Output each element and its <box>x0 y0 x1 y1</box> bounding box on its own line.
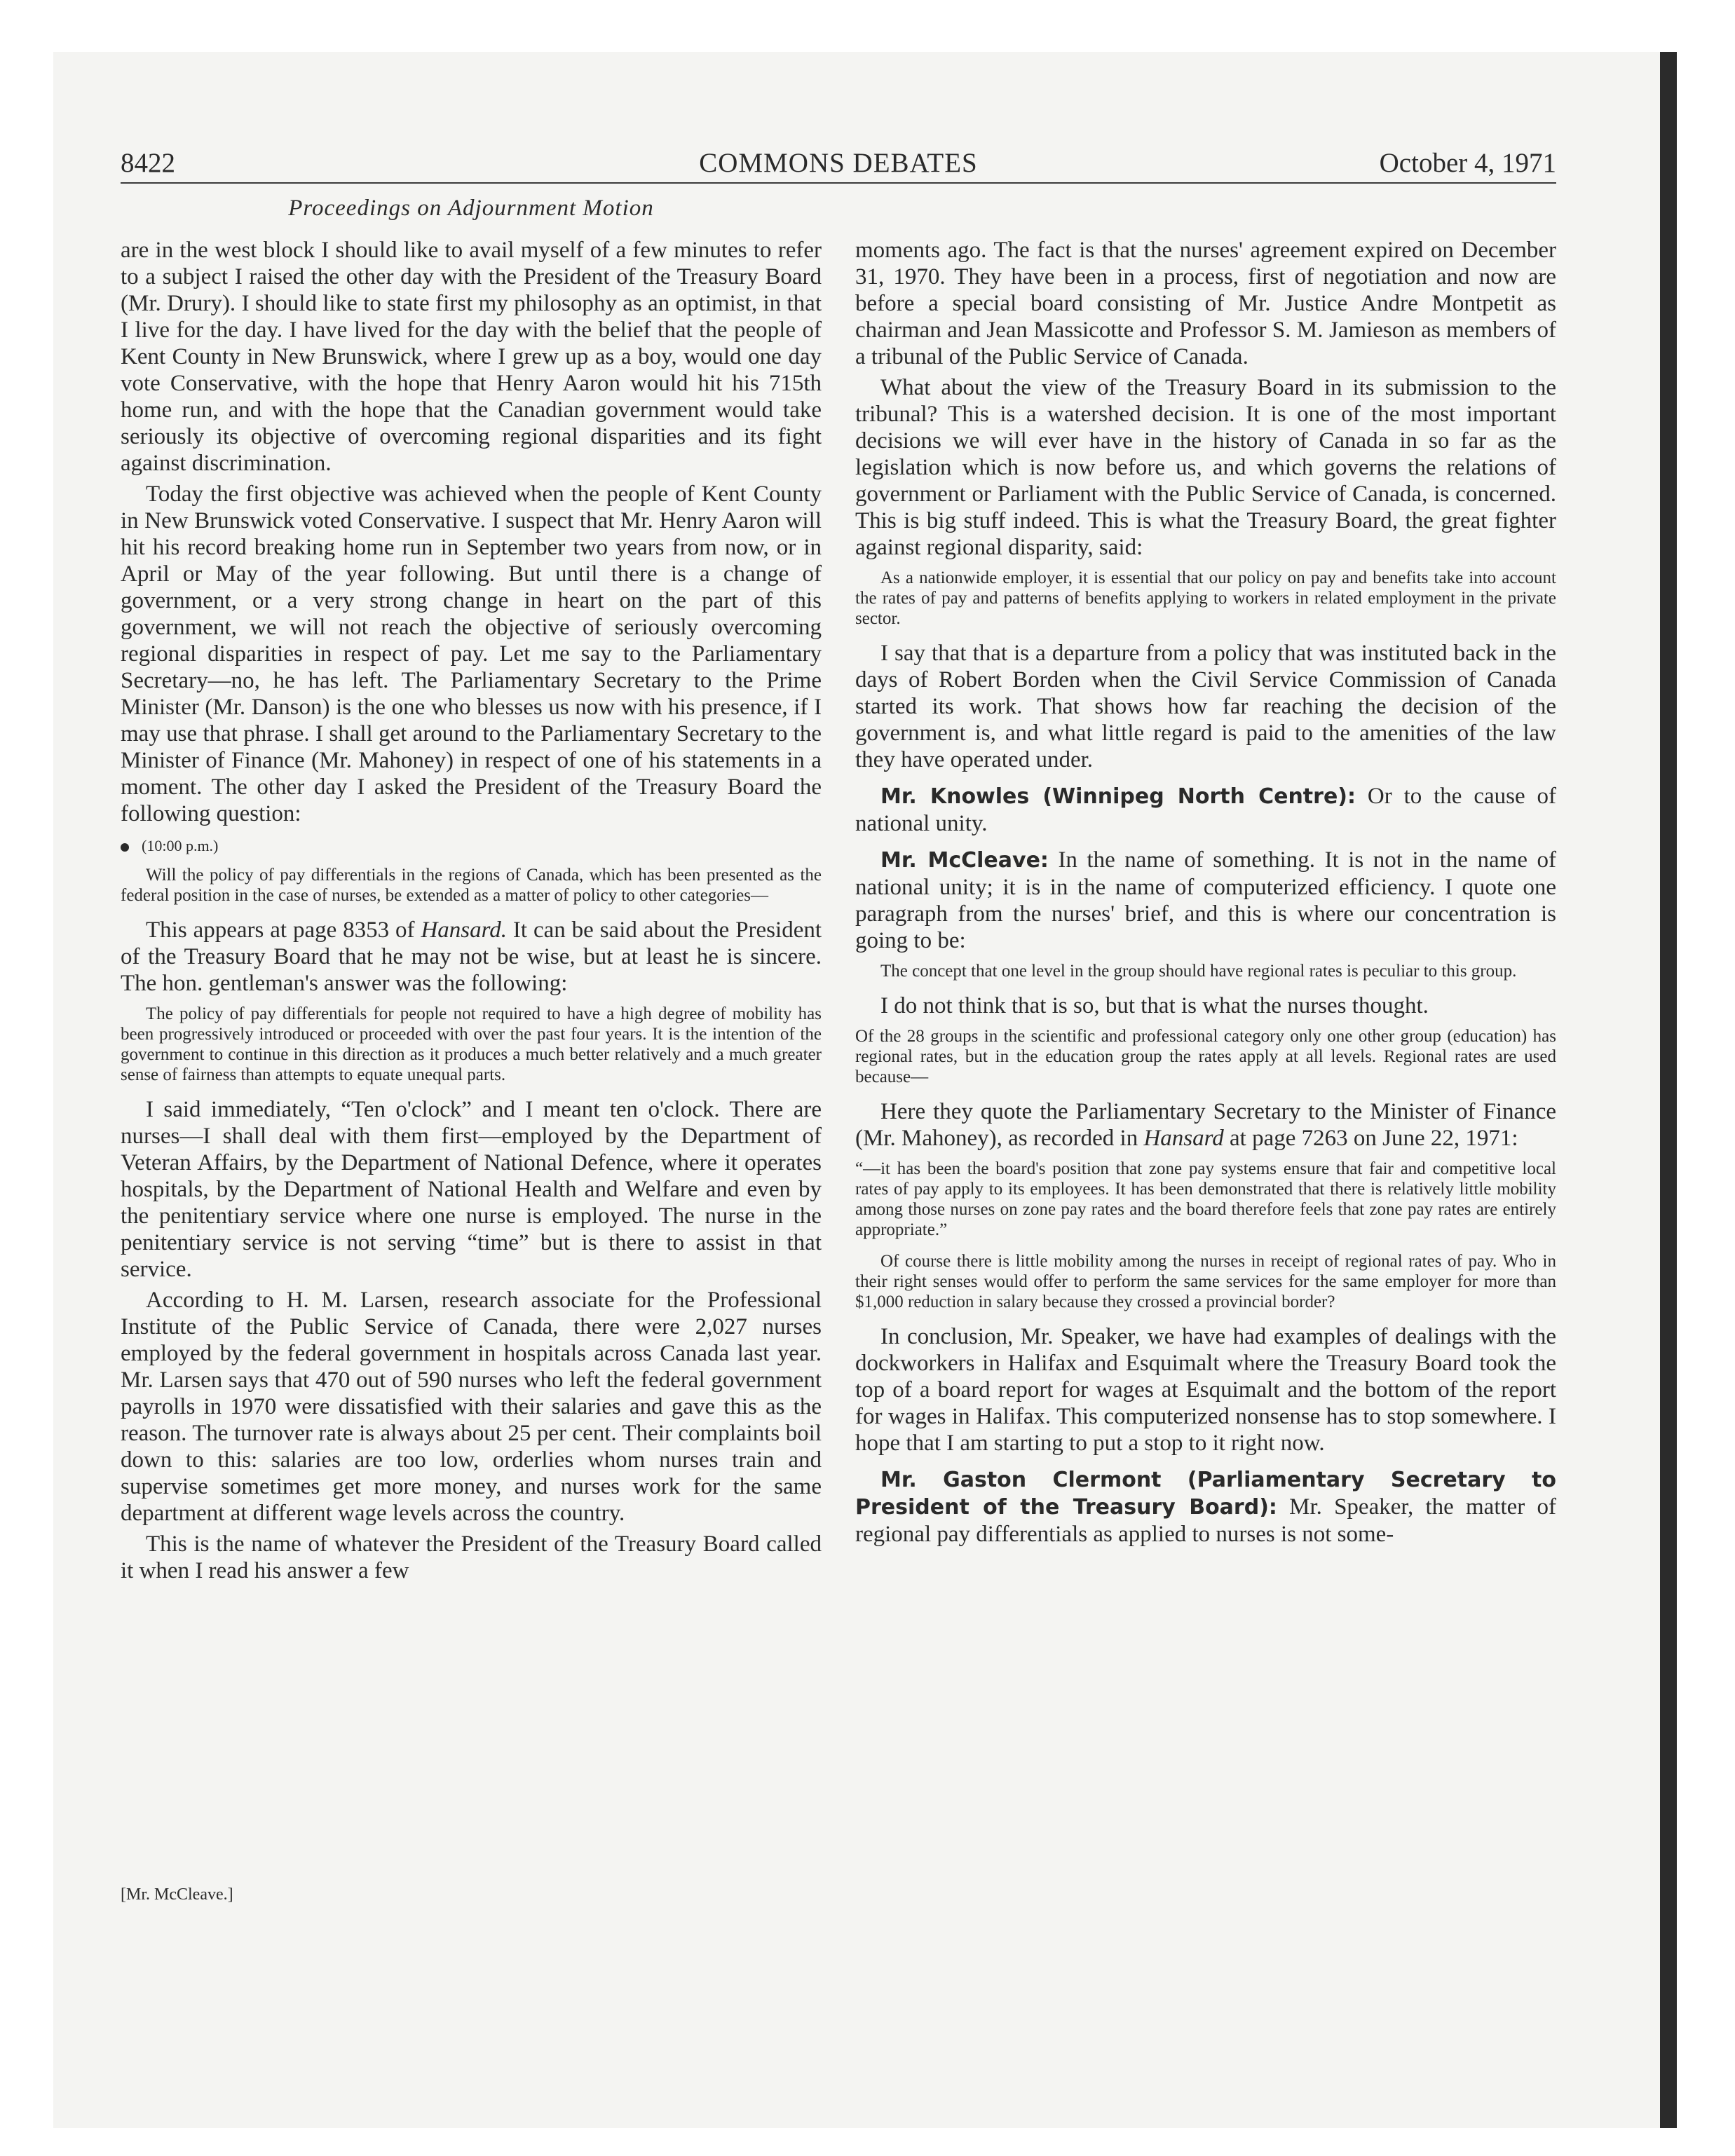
hansard-reference: Hansard <box>1143 1126 1224 1151</box>
left-column <box>121 237 822 1588</box>
page-number: 8422 <box>121 148 175 178</box>
time-note: (10:00 p.m.) <box>142 837 219 854</box>
paragraph <box>855 1098 1556 1152</box>
speaker-paragraph <box>855 783 1556 837</box>
paragraph: I said immediately, “Ten o'clock” and I meant ten o'clock. There are nurses—I shall deal with them first—employed by the Department of Veteran Affairs, by the Department of National Defence, where it operates hospitals, by the Department of National Health and Welfare and even by the penitentiary service where one nurse is employed. The nurse in the penitentiary service is not serving “time” but is there to assist in that service. <box>121 1097 822 1282</box>
block-quote: Of the 28 groups in the scientific and professional category only one other group (education) has regional rates, but in the education group the rates apply at all levels. Regional rates are used because— <box>855 1027 1556 1086</box>
text-run: Mr. Speaker, the matter of regional pay differentials as applied to nurses is not some- <box>855 1494 1556 1547</box>
text-run: Or to the cause of national unity. <box>855 784 1556 836</box>
paragraph: are in the west block I should like to avail myself of a few minutes to refer to a subject I raised the other day with the President of the Treasury Board (Mr. Drury). I should like to state first my philosophy as an optimist, in that I live for the day. I have lived for the day with the belief that the people of Kent County in New Brunswick, where I grew up as a boy, would one day vote Conservative, with the hope that Henry Aaron would hit his 715th home run, and with the hope that the Canadian government would take seriously its objective of overcoming regional disparities and its fight against discrimination. <box>121 238 822 476</box>
speaker-name: Mr. Gaston Clermont (Parliamentary Secretary to President of the Treasury Board): <box>855 1468 1556 1520</box>
text-run: In the name of something. It is not in the name of national unity; it is in the name of computerized efficiency. I quote one paragraph from the nurses' brief, and this is where our concentration is going to be: <box>855 847 1556 953</box>
paragraph: According to H. M. Larsen, research associate for the Professional Institute of the Public Service of Canada, there were 2,027 nurses employed by the federal government in hospitals across Canada last year. Mr. Larsen says that 470 out of 590 nurses who left the federal government payrolls in 1970 were dissatisfied with their salaries and gave this as the reason. The turnover rate is always about 25 per cent. Their complaints boil down to this: salaries are too low, orderlies whom nurses train and supervise sometimes get more money, and nurses work for the same department at different wage levels across the country. <box>121 1288 822 1526</box>
block-quote: Will the policy of pay differentials in the regions of Canada, which has been presented as the federal position in the case of nurses, be extended as a matter of policy to other categories— <box>121 866 822 905</box>
time-marker <box>121 835 822 857</box>
right-column <box>855 237 1556 1552</box>
publication-title: COMMONS DEBATES <box>699 148 978 178</box>
speaker-name: Mr. McCleave: <box>880 848 1049 873</box>
paragraph <box>121 917 822 997</box>
paragraph: Today the first objective was achieved when the people of Kent County in New Brunswick voted Conservative. I suspect that Mr. Henry Aaron will hit his record breaking home run in September two years from now, or in April or May of the year following. But until there is a change of government, or a very strong change in heart on the part of this government, we will not reach the objective of seriously overcoming regional disparities in respect of pay. Let me say to the Parliamentary Secretary—no, he has left. The Parliamentary Secretary to the Prime Minister (Mr. Danson) is the one who blesses us now with his presence, if I may use that phrase. I shall get around to the Parliamentary Secretary to the Minister of Finance (Mr. Mahoney) in respect of one of his statements in a moment. The other day I asked the President of the Treasury Board the following question: <box>121 482 822 826</box>
speaker-paragraph <box>855 1466 1556 1548</box>
speaker-footer: [Mr. McCleave.] <box>121 1885 233 1904</box>
hansard-reference: Hansard. <box>421 917 507 943</box>
block-quote: Of course there is little mobility among the nurses in receipt of regional rates of pay. Who in their right senses would offer to perform the same services for the same employer for more than $1,000 reduction in salary because they crossed a provincial border? <box>855 1252 1556 1311</box>
block-quote: The concept that one level in the group should have regional rates is peculiar to this group. <box>880 962 1517 981</box>
page-header <box>121 144 1556 184</box>
paragraph: I do not think that is so, but that is what the nurses thought. <box>880 993 1429 1018</box>
bullet-icon <box>121 843 129 852</box>
block-quote: The policy of pay differentials for people not required to have a high degree of mobility has been progressively introduced or proceeded with over the past four years. It is the intention of the government to continue in this direction as it produces a much better relatively and a much greater sense of fairness than attempts to equate unequal parts. <box>121 1004 822 1084</box>
block-quote: “—it has been the board's position that zone pay systems ensure that fair and competitive local rates of pay apply to its employees. It has been demonstrated that there is relatively little mobility among those nurses on zone pay rates and the board therefore feels that zone pay rates are entirely appropriate.” <box>855 1159 1556 1239</box>
scan-edge-shadow <box>1660 52 1677 2128</box>
paragraph: This is the name of whatever the President of the Treasury Board called it when I read his answer a few <box>121 1531 822 1583</box>
paragraph: In conclusion, Mr. Speaker, we have had examples of dealings with the dockworkers in Halifax and Esquimalt where the Treasury Board took the top of a board report for wages at Esquimalt and the bottom of the report for wages in Halifax. This computerized nonsense has to stop somewhere. I hope that I am starting to put a stop to it right now. <box>855 1324 1556 1456</box>
block-quote: As a nationwide employer, it is essential that our policy on pay and benefits take into account the rates of pay and patterns of benefits applying to workers in related employment in the private sector. <box>855 568 1556 628</box>
text-run: Here they quote the Parliamentary Secretary to the Minister of Finance (Mr. Mahoney), as recorded in <box>855 1099 1556 1151</box>
paragraph: What about the view of the Treasury Board in its submission to the tribunal? This is a watershed decision. It is one of the most important decisions we will ever have in the history of Canada in so far as the legislation which is now before us, and which governs the relations of government or Parliament with the Public Service of Canada, is concerned. This is big stuff indeed. This is what the Treasury Board, the great fighter against regional disparity, said: <box>855 375 1556 560</box>
paragraph: moments ago. The fact is that the nurses' agreement expired on December 31, 1970. They have been in a process, first of negotiation and now are before a special board consisting of Mr. Justice Andre Montpetit as chairman and Jean Massicotte and Professor S. M. Jamieson as members of a tribunal of the Public Service of Canada. <box>855 238 1556 369</box>
paragraph: I say that that is a departure from a policy that was instituted back in the days of Robert Borden when the Civil Service Commission of Canada started its work. That shows how far reaching the decision of the government is, and what little regard is paid to the amenities of the law they have operated under. <box>855 641 1556 772</box>
section-title: Proceedings on Adjournment Motion <box>288 196 654 221</box>
text-run: at page 7263 on June 22, 1971: <box>1223 1126 1518 1151</box>
page-date: October 4, 1971 <box>1379 148 1556 178</box>
text-run: This appears at page 8353 of <box>146 917 421 943</box>
speaker-paragraph <box>855 847 1556 954</box>
speaker-name: Mr. Knowles (Winnipeg North Centre): <box>880 784 1356 809</box>
text-run: It can be said about the President of the Treasury Board that he may not be wise, but at least he is sincere. The hon. gentleman's answer was the following: <box>121 917 822 996</box>
